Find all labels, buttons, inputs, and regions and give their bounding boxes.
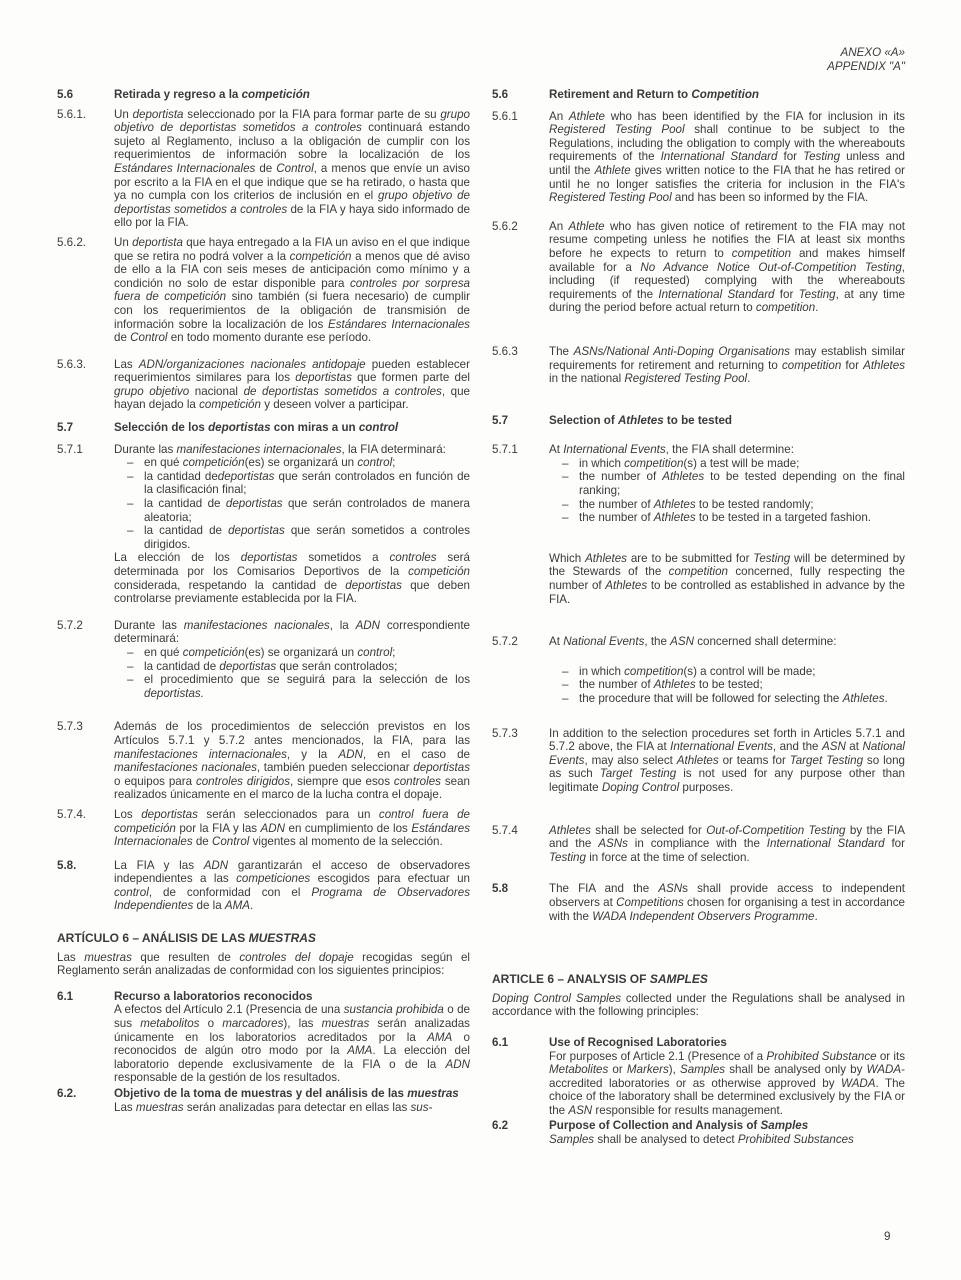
bullet-item <box>549 692 905 706</box>
bullet-text: the number of Athletes to be tested randomly; <box>579 497 814 511</box>
page-header <box>827 46 905 74</box>
section-heading: Objetivo de la toma de muestras y del análisis de las muestras <box>114 1087 459 1100</box>
paragraph: Las muestras serán analizadas para detectar en ellas las sus- <box>114 1100 433 1114</box>
section-number: 5.7.4 <box>492 823 518 837</box>
section-number: 5.7.2 <box>492 635 518 649</box>
header-appendix: APPENDIX "A" <box>827 59 905 73</box>
dash-marker: – <box>562 664 569 678</box>
paragraph: Durante las manifestaciones internacionales, la FIA determinará: <box>114 442 446 456</box>
paragraph: Samples shall be analysed to detect Prohibited Substances <box>549 1133 854 1147</box>
bullet-list <box>549 457 905 525</box>
section-number: 5.7.2 <box>57 618 83 632</box>
section-number: 5.7.4. <box>57 807 87 821</box>
bullet-item <box>114 524 470 551</box>
section-number: 5.6.1. <box>57 107 87 121</box>
section-5.7-es <box>57 421 470 435</box>
bullet-item <box>114 660 470 674</box>
section-number: 5.7.1 <box>57 442 83 456</box>
section-5.6-es <box>57 88 470 102</box>
section-number: 6.2. <box>57 1087 77 1100</box>
paragraph: La elección de los deportistas sometidos a controles será determinada por los Comisarios Deportivos de la competición considerada, respetando la cantidad de deportistas que deben controlarse previamente establecida por la FIA. <box>114 551 470 606</box>
bullet-item <box>549 511 905 525</box>
section-number: 5.7 <box>492 413 509 427</box>
section-number: 5.8. <box>57 858 77 872</box>
section-heading: Retirement and Return to Competition <box>549 88 759 101</box>
section-5.6.2-en <box>492 220 905 315</box>
dash-marker: – <box>562 511 569 525</box>
section-number: 6.1 <box>492 1035 509 1049</box>
paragraph: Las ADN/organizaciones nacionales antidopaje pueden establecer requerimientos similares para los deportistas que formen parte del grupo objetivo nacional de deportistas sometidos a controles, que hayan dejado la competición y deseen volver a participar. <box>114 357 470 412</box>
spanish-column <box>57 88 470 1147</box>
dash-marker: – <box>562 692 569 705</box>
intro-paragraph-en: Doping Control Samples collected under the Regulations shall be analysed in accordance with the following principles: <box>492 991 905 1019</box>
section-number: 6.2 <box>492 1119 509 1133</box>
section-5.6.3-es <box>57 358 470 412</box>
bullet-text: la cantidad de deportistas que serán controlados; <box>144 659 398 673</box>
section-5.7.1-es <box>57 443 470 606</box>
section-5.7.2-es <box>57 619 470 701</box>
dash-marker: – <box>127 524 134 538</box>
paragraph: Athletes shall be selected for Out-of-Competition Testing by the FIA and the ASNs in compliance with the International Standard for Testing in force at the time of selection. <box>549 823 906 864</box>
bullet-item <box>114 470 470 497</box>
dash-marker: – <box>562 470 569 484</box>
dash-marker: – <box>127 456 134 470</box>
section-5.6.1-es <box>57 108 470 230</box>
paragraph: Durante las manifestaciones nacionales, la ADN correspondiente determinará: <box>114 618 470 646</box>
intro-paragraph-es: Las muestras que resulten de controles del dopaje recogidas según el Reglamento serán analizadas de conformidad con los siguientes principios: <box>57 950 470 978</box>
english-column <box>492 88 905 1147</box>
paragraph: Un deportista seleccionado por la FIA para formar parte de su grupo objetivo de deportistas sometidos a controles continuará estando sujeto al Reglamento, incluso a la obligación de cumplir con los requerimientos de información sobre la localización de los Estándares Internacionales de Control, a menos que envíe un aviso por escrito a la FIA en el que indique que se ha retirado, o hasta que ya no cumpla con los criterios de inclusión en el grupo objetivo de deportistas sometidos a controles de la FIA y haya sido informado de ello por la FIA. <box>114 107 470 230</box>
section-6.2-es <box>57 1087 470 1114</box>
section-6.2-en <box>492 1119 905 1146</box>
bullet-list <box>114 456 470 551</box>
dash-marker: – <box>127 659 134 673</box>
dash-marker: – <box>562 456 569 470</box>
section-6.1-es <box>57 990 470 1085</box>
bullet-text: the procedure that will be followed for selecting the Athletes. <box>579 692 888 705</box>
section-number: 5.6 <box>492 88 509 101</box>
bullet-text: en qué competición(es) se organizará un control; <box>144 645 396 659</box>
dash-marker: – <box>127 673 134 687</box>
section-number: 5.6.2. <box>57 235 87 249</box>
section-heading: Recurso a laboratorios reconocidos <box>114 989 313 1003</box>
paragraph: In addition to the selection procedures set forth in Articles 5.7.1 and 5.7.2 above, the FIA at International Events, and the ASN at National Events, may also select Athletes or teams for Target Testing so long as such Target Testing is not used for any purpose other than legitimate Doping Control purposes. <box>549 726 906 794</box>
dash-marker: – <box>127 497 134 511</box>
bullet-item <box>114 456 470 470</box>
paragraph: A efectos del Artículo 2.1 (Presencia de una sustancia prohibida o de sus metabolitos o marcadores), las muestras serán analizadas únicamente en los laboratorios acreditados por la AMA o reconocidos de algún otro modo por la AMA. La elección del laboratorio depende exclusivamente de la FIA o de la ADN responsable de la gestión de los resultados. <box>114 1003 471 1085</box>
section-5.7.4-en <box>492 824 905 865</box>
section-heading: Selección de los deportistas con miras a un control <box>114 421 399 435</box>
bullet-item <box>549 498 905 512</box>
paragraph: Which Athletes are to be submitted for Testing will be determined by the Stewards of the competition concerned, fully respecting the number of Athletes to be controlled as established in advance by the FIA. <box>549 551 905 606</box>
bullet-list <box>114 646 470 700</box>
section-5.8-en <box>492 882 905 923</box>
section-number: 5.7.3 <box>492 726 518 740</box>
bullet-text: la cantidad de deportistas que serán sometidos a controles dirigidos. <box>144 524 470 551</box>
paragraph: The FIA and the ASNs shall provide access to independent observers at Competitions chosen for organising a test in accordance with the WADA Independent Observers Programme. <box>549 882 906 923</box>
paragraph: At International Events, the FIA shall determine: <box>549 443 794 457</box>
page-number: 9 <box>884 1230 891 1243</box>
section-heading: Purpose of Collection and Analysis of Samples <box>549 1119 809 1133</box>
section-5.8-es <box>57 859 470 913</box>
section-number: 5.6.1 <box>492 109 518 123</box>
bullet-list <box>549 665 905 706</box>
dash-marker: – <box>127 645 134 659</box>
bullet-text: in which competition(s) a control will be made; <box>579 664 816 678</box>
bullet-text: the number of Athletes to be tested; <box>579 678 763 692</box>
paragraph: Además de los procedimientos de selección previstos en los Artículos 5.7.1 y 5.7.2 antes mencionados, la FIA, para las manifestaciones internacionales, y la ADN, en el caso de manifestaciones nacionales, también pueden seleccionar deportistas o equipos para controles dirigidos, siempre que esos controles sean realizados únicamente en el marco de la lucha contra el dopaje. <box>114 720 471 802</box>
section-number: 5.6 <box>57 88 74 101</box>
section-5.6.3-en <box>492 345 905 386</box>
section-5.7-en <box>492 414 905 428</box>
bullet-text: en qué competición(es) se organizará un control; <box>144 456 396 470</box>
bullet-item <box>549 665 905 679</box>
paragraph: Un deportista que haya entregado a la FIA un aviso en el que indique que se retira no podrá volver a la competición a menos que dé aviso de ello a la FIA con seis meses de anticipación como mínimo y a condición no solo de estar disponible para controles por sorpresa fuera de competición sino también (si fuera necesario) de cumplir con los requerimientos de la obligación de transmisión de información sobre la localización de los Estándares Internacionales de Control en todo momento durante ese período. <box>114 235 470 345</box>
section-number: 5.6.2 <box>492 219 518 233</box>
section-heading: Retirada y regreso a la competición <box>114 88 310 101</box>
section-number: 6.1 <box>57 989 74 1003</box>
section-5.6-en <box>492 88 905 102</box>
paragraph: An Athlete who has given notice of retirement to the FIA may not resume competing unless he notifies the FIA at least six months before he expects to return to competition and makes himself available for a No Advance Notice Out-of-Competition Testing, including (if requested) complying with the whereabouts requirements of the International Standard for Testing, at any time during the period before actual return to competition. <box>549 219 906 315</box>
bullet-text: la cantidad de deportistas que serán controlados de manera aleatoria; <box>144 497 470 524</box>
dash-marker: – <box>562 678 569 692</box>
section-5.7.3-en <box>492 727 905 795</box>
paragraph: An Athlete who has been identified by the FIA for inclusion in its Registered Testing Pool shall continue to be subject to the Regulations, including the obligation to comply with the whereabouts requirements of the International Standard for Testing unless and until the Athlete gives written notice to the FIA that he has retired or until he no longer satisfies the criteria for inclusion in the FIA's Registered Testing Pool and has been so informed by the FIA. <box>549 109 905 205</box>
bullet-item <box>114 673 470 700</box>
bullet-text: the number of Athletes to be tested in a targeted fashion. <box>579 511 871 525</box>
paragraph: The ASNs/National Anti-Doping Organisations may establish similar requirements for retirement and returning to competition for Athletes in the national Registered Testing Pool. <box>549 344 905 386</box>
section-number: 5.6.3. <box>57 357 87 371</box>
bullet-item <box>114 646 470 660</box>
section-5.7.1-en <box>492 443 905 606</box>
paragraph: La FIA y las ADN garantizarán el acceso de observadores independientes a las competiciones escogidos para efectuar un control, de conformidad con el Programa de Observadores Independientes de la AMA. <box>114 858 470 913</box>
section-5.6.1-en <box>492 110 905 205</box>
section-number: 5.7 <box>57 421 74 435</box>
bullet-item <box>549 470 905 497</box>
bullet-text: the number of Athletes to be tested depending on the final ranking; <box>579 470 905 498</box>
section-heading: Selection of Athletes to be tested <box>549 413 732 427</box>
section-6.1-en <box>492 1036 905 1118</box>
section-number: 5.6.3 <box>492 344 518 358</box>
section-5.7.3-es <box>57 720 470 802</box>
dash-marker: – <box>127 469 134 483</box>
section-number: 5.7.3 <box>57 720 83 734</box>
bullet-item <box>549 457 905 471</box>
bullet-item <box>114 497 470 524</box>
bullet-item <box>549 678 905 692</box>
section-5.7.4-es <box>57 808 470 849</box>
two-column-body <box>57 88 905 1147</box>
header-anexo: ANEXO «A» <box>840 46 905 59</box>
bullet-text: in which competition(s) a test will be made; <box>579 456 800 470</box>
section-5.7.2-en <box>492 635 905 705</box>
section-number: 5.7.1 <box>492 443 518 457</box>
section-heading: Use of Recognised Laboratories <box>549 1035 727 1049</box>
section-number: 5.8 <box>492 882 509 896</box>
paragraph: Los deportistas serán seleccionados para un control fuera de competición por la FIA y las ADN en cumplimiento de los Estándares Internacionales de Control vigentes al momento de la selección. <box>114 807 470 849</box>
bullet-text: la cantidad dedeportistas que serán controlados en función de la clasificación final; <box>144 469 470 497</box>
dash-marker: – <box>562 497 569 511</box>
paragraph: At National Events, the ASN concerned shall determine: <box>549 635 837 649</box>
article-heading-en: ARTICLE 6 – ANALYSIS OF SAMPLES <box>492 972 708 987</box>
article-heading-es: ARTÍCULO 6 – ANÁLISIS DE LAS MUESTRAS <box>57 931 316 946</box>
bullet-text: el procedimiento que se seguirá para la selección de los deportistas. <box>144 673 470 700</box>
section-5.6.2-es <box>57 236 470 345</box>
paragraph: For purposes of Article 2.1 (Presence of a Prohibited Substance or its Metabolites or Markers), Samples shall be analysed only by WADA-accredited laboratories or as otherwise approved by WADA. The choice of the laboratory shall be determined exclusively by the FIA or the ASN responsible for results management. <box>549 1049 905 1117</box>
